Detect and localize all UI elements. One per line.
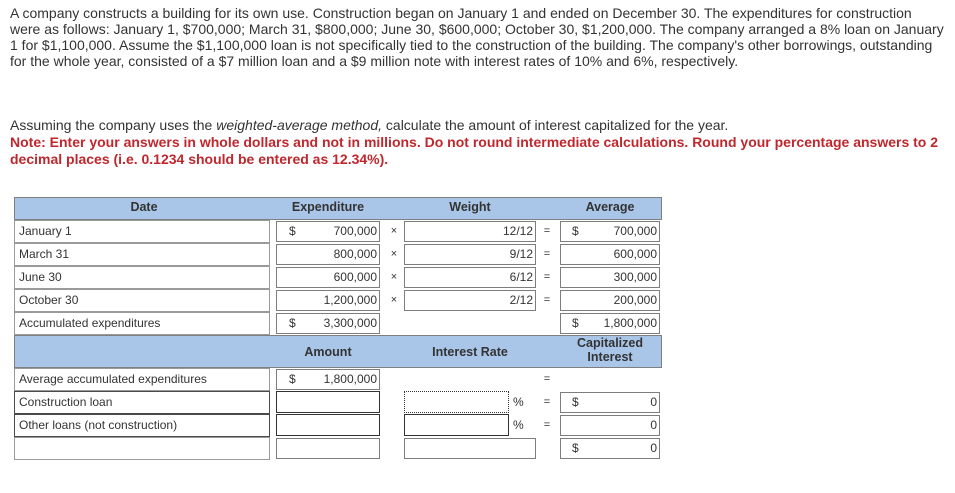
times-sign: ×	[390, 225, 398, 237]
average-input-mar31[interactable]: 600,000	[560, 244, 660, 265]
row-date-jun30: June 30	[14, 266, 270, 289]
equals-sign: =	[543, 419, 551, 431]
problem-paragraph: A company constructs a building for its own use. Construction began on January 1 and ended on December 30. The expenditures for construction were as follows: January 1, $700,000; March 31, $800,000; June 30, $600,000; October 30, $1,200,000. The company arranged a 8% loan on January 1 for $1,100,000. Assume the $1,100,000 loan is not specifically tied to the construction of the building. The company's other borrowings, outstanding for the whole year, consisted of a $7 million loan and a $9 million note with interest rates of 10% and 6%, respectively.	[10, 5, 944, 69]
percent-sign: %	[513, 395, 524, 409]
total-rate-cell	[404, 438, 536, 459]
row-total-capitalized	[14, 437, 270, 460]
times-sign: ×	[390, 294, 398, 306]
header-amount: Amount	[304, 345, 352, 359]
equals-sign: =	[543, 271, 551, 283]
header-weight: Weight	[449, 200, 491, 214]
instruction-note: Note: Enter your answers in whole dollars and not in millions. Do not round intermediate calculations. Round your percentage answers to 2 decimal places (i.e. 0.1234 should be entered as 12.34%).	[10, 134, 939, 167]
weight-input-oct30[interactable]: 2/12	[404, 290, 536, 311]
header-interest-rate: Interest Rate	[432, 345, 508, 359]
row-accumulated-expenditures: Accumulated expenditures	[14, 312, 270, 335]
expenditure-input-oct30[interactable]: 1,200,000	[276, 290, 380, 311]
other-loans-amount-input[interactable]	[276, 414, 380, 436]
total-amount-cell	[276, 438, 380, 459]
row-date-oct30: October 30	[14, 289, 270, 312]
row-date-jan1: January 1	[14, 220, 270, 243]
construction-loan-capitalized[interactable]: 0	[560, 392, 660, 413]
dollar-sign: $	[572, 224, 579, 238]
row-average-accumulated-expenditures: Average accumulated expenditures	[14, 368, 270, 391]
dollar-sign: $	[572, 395, 579, 409]
problem-statement	[10, 5, 945, 69]
equals-sign: =	[543, 294, 551, 306]
other-loans-capitalized[interactable]: 0	[560, 415, 660, 436]
dollar-sign: $	[572, 441, 579, 455]
row-construction-loan: Construction loan	[14, 391, 270, 414]
dollar-sign: $	[289, 372, 296, 386]
row-date-mar31: March 31	[14, 243, 270, 266]
construction-loan-amount-input[interactable]	[276, 391, 380, 413]
row-other-loans: Other loans (not construction)	[14, 414, 270, 437]
construction-loan-rate-input[interactable]	[404, 391, 509, 413]
weight-input-mar31[interactable]: 9/12	[404, 244, 536, 265]
dollar-sign: $	[289, 316, 296, 330]
dollar-sign: $	[572, 316, 579, 330]
equals-sign: =	[543, 373, 551, 385]
total-average-value[interactable]: 1,800,000	[560, 313, 660, 334]
question-text: Assuming the company uses the weighted-average method, calculate the amount of interest capitalized for the year.	[10, 117, 729, 133]
other-loans-rate-input[interactable]	[404, 414, 509, 436]
equals-sign: =	[543, 248, 551, 260]
weight-input-jun30[interactable]: 6/12	[404, 267, 536, 288]
method-name: weighted-average method,	[216, 117, 383, 133]
header-average: Average	[585, 200, 635, 214]
header-date: Date	[130, 200, 158, 214]
equals-sign: =	[543, 225, 551, 237]
expenditure-input-jan1[interactable]: 700,000	[276, 221, 380, 242]
average-accumulated-amount[interactable]: 1,800,000	[276, 369, 380, 390]
percent-sign: %	[513, 418, 524, 432]
total-capitalized-interest[interactable]: 0	[560, 438, 660, 459]
header-capitalized-interest: Capitalized Interest	[577, 336, 643, 364]
expenditure-input-jun30[interactable]: 600,000	[276, 267, 380, 288]
average-input-jun30[interactable]: 300,000	[560, 267, 660, 288]
header-expenditure: Expenditure	[291, 200, 365, 214]
times-sign: ×	[390, 271, 398, 283]
dollar-sign: $	[289, 224, 296, 238]
question-block	[10, 117, 945, 168]
total-expenditure-value[interactable]: 3,300,000	[276, 313, 380, 334]
expenditure-input-mar31[interactable]: 800,000	[276, 244, 380, 265]
average-input-jan1[interactable]: 700,000	[560, 221, 660, 242]
weight-input-jan1[interactable]: 12/12	[404, 221, 536, 242]
times-sign: ×	[390, 248, 398, 260]
equals-sign: =	[543, 396, 551, 408]
average-input-oct30[interactable]: 200,000	[560, 290, 660, 311]
